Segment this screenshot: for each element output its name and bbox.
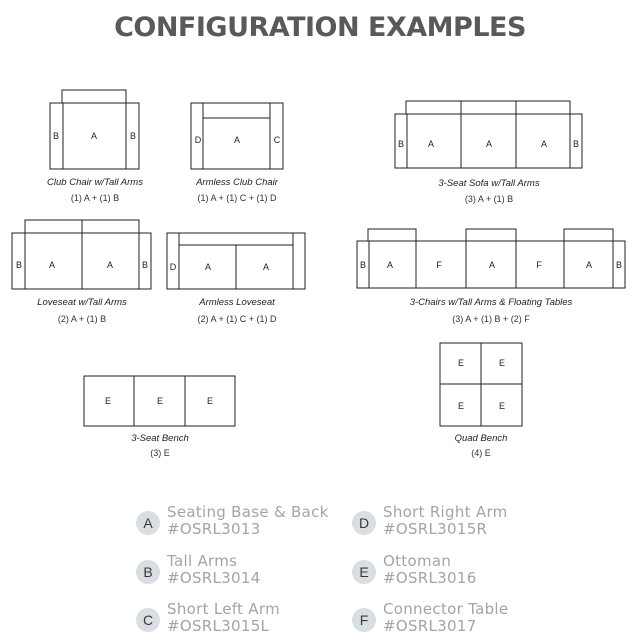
piece-label: E [156, 396, 164, 406]
piece-label: B [359, 260, 367, 270]
page-title: CONFIGURATION EXAMPLES [114, 12, 526, 43]
config-quad-bench [440, 343, 522, 426]
config-armless-loveseat [167, 233, 305, 289]
back-rest [564, 229, 613, 241]
legend-letter-badge: F [352, 608, 376, 632]
piece-label: F [436, 260, 442, 270]
config-formula: (3) A + (1) B + (2) F [452, 314, 530, 324]
piece-label: E [498, 401, 506, 411]
piece-label: B [15, 260, 23, 270]
legend-letter-badge: D [352, 511, 376, 535]
piece-label: B [129, 131, 137, 141]
legend-name: Ottoman [383, 552, 452, 570]
config-formula: (1) A + (1) B [70, 193, 120, 203]
config-formula: (4) E [471, 448, 491, 458]
piece-label: B [572, 139, 580, 149]
piece-label: A [427, 139, 435, 149]
legend-letter-badge: E [352, 560, 376, 584]
piece-label: E [206, 396, 214, 406]
piece-label: E [104, 396, 112, 406]
piece-label: E [457, 401, 465, 411]
legend-letter-badge: B [136, 560, 160, 584]
piece-label: A [233, 135, 241, 145]
legend-name: Tall Arms [167, 552, 238, 570]
config-formula: (1) A + (1) C + (1) D [197, 193, 277, 203]
piece-label: A [540, 139, 548, 149]
legend-code: #OSRL3015L [167, 617, 270, 635]
piece-label: E [457, 358, 465, 368]
piece-label: A [204, 262, 212, 272]
arm-right [293, 233, 305, 289]
legend-code: #OSRL3014 [167, 569, 261, 587]
config-formula: (2) A + (1) B [57, 314, 107, 324]
config-name: Armless Loveseat [199, 297, 275, 308]
legend-code: #OSRL3013 [167, 520, 261, 538]
legend-code: #OSRL3017 [383, 617, 477, 635]
config-name: 3-Seat Sofa w/Tall Arms [438, 178, 540, 189]
legend-name: Connector Table [383, 600, 509, 618]
config-3-seat-sofa-tall-arms [395, 101, 582, 168]
legend-code: #OSRL3016 [383, 569, 477, 587]
back-rest [368, 229, 416, 241]
legend-name: Short Right Arm [383, 503, 508, 521]
back-rest [179, 233, 293, 245]
piece-label: D [169, 262, 177, 272]
piece-label: F [536, 260, 542, 270]
back-rest [203, 103, 270, 118]
piece-label: B [397, 139, 405, 149]
piece-label: A [485, 139, 493, 149]
piece-label: E [498, 358, 506, 368]
config-formula: (3) E [150, 448, 170, 458]
config-name: Armless Club Chair [196, 177, 278, 188]
piece-label: A [48, 260, 56, 270]
legend-name: Seating Base & Back [167, 503, 329, 521]
piece-label: A [585, 260, 593, 270]
back-rest [466, 229, 516, 241]
piece-label: D [194, 135, 202, 145]
legend-code: #OSRL3015R [383, 520, 488, 538]
piece-label: A [386, 260, 394, 270]
piece-label: B [615, 260, 623, 270]
legend-name: Short Left Arm [167, 600, 280, 618]
piece-label: A [488, 260, 496, 270]
piece-label: B [141, 260, 149, 270]
piece-label: A [106, 260, 114, 270]
config-name: 3-Seat Bench [131, 433, 189, 444]
config-formula: (2) A + (1) C + (1) D [197, 314, 277, 324]
config-3-chairs-floating-tables [357, 229, 625, 288]
config-name: Loveseat w/Tall Arms [37, 297, 127, 308]
piece-label: B [52, 131, 60, 141]
config-name: Club Chair w/Tall Arms [47, 177, 143, 188]
back-rest [62, 90, 126, 103]
config-name: 3-Chairs w/Tall Arms & Floating Tables [409, 297, 573, 308]
back-rest [406, 101, 570, 114]
legend-letter-badge: C [136, 608, 160, 632]
config-loveseat-tall-arms [12, 220, 151, 289]
piece-label: A [262, 262, 270, 272]
config-name: Quad Bench [454, 433, 508, 444]
config-formula: (3) A + (1) B [464, 194, 514, 204]
arm-left [167, 233, 179, 289]
piece-label: C [273, 135, 281, 145]
piece-label: A [90, 131, 98, 141]
config-club-chair-tall-arms [50, 90, 139, 169]
legend-letter-badge: A [136, 511, 160, 535]
